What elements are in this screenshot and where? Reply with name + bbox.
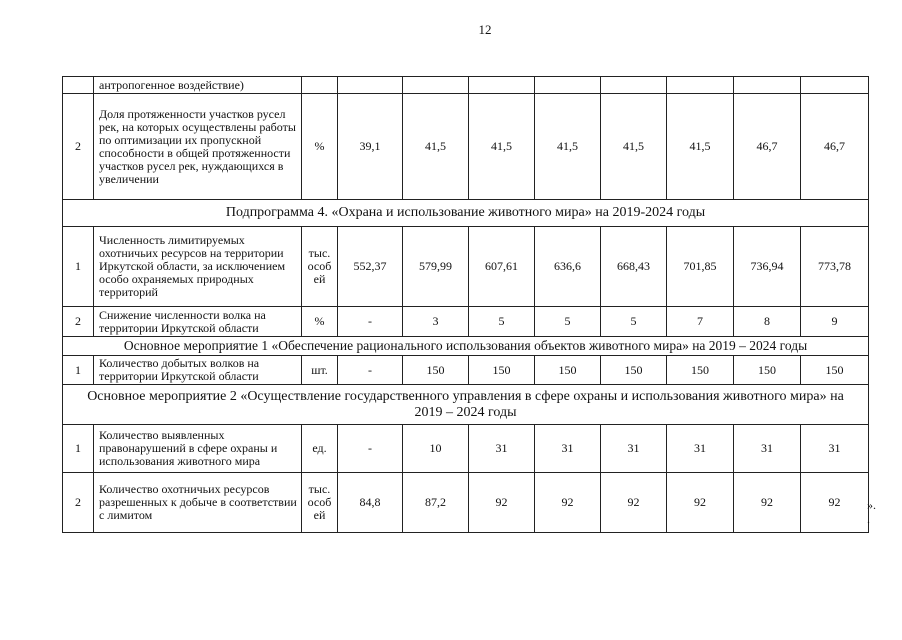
cell-value: 7 bbox=[667, 307, 734, 337]
cell-value: 92 bbox=[601, 473, 667, 533]
cell-name: Снижение численности волка на территории Иркутской области bbox=[94, 307, 302, 337]
cell-unit: % bbox=[302, 94, 338, 200]
cell-name: антропогенное воздействие) bbox=[94, 77, 302, 94]
cell-value: 41,5 bbox=[667, 94, 734, 200]
cell-num: 1 bbox=[63, 227, 94, 307]
section-heading-row bbox=[63, 385, 869, 425]
cell-value: 31 bbox=[601, 425, 667, 473]
cell-unit: тыс. особ ей bbox=[302, 227, 338, 307]
cell-value: 150 bbox=[535, 356, 601, 385]
cell-value: 31 bbox=[535, 425, 601, 473]
cell-value: 92 bbox=[535, 473, 601, 533]
cell-value: 668,43 bbox=[601, 227, 667, 307]
cell-unit: шт. bbox=[302, 356, 338, 385]
cell-value: 92 bbox=[667, 473, 734, 533]
cell-value: 46,7 bbox=[801, 94, 869, 200]
cell-value: 3 bbox=[403, 307, 469, 337]
table-row bbox=[63, 307, 869, 337]
cell-value: 5 bbox=[601, 307, 667, 337]
cell-unit: ед. bbox=[302, 425, 338, 473]
cell-value: 92 bbox=[469, 473, 535, 533]
cell-value: 579,99 bbox=[403, 227, 469, 307]
cell-num: 1 bbox=[63, 425, 94, 473]
cell-value: 5 bbox=[535, 307, 601, 337]
cell-value: 773,78 bbox=[801, 227, 869, 307]
cell-num: 1 bbox=[63, 356, 94, 385]
cell-value: 31 bbox=[469, 425, 535, 473]
cell-value: 150 bbox=[469, 356, 535, 385]
cell-value: 5 bbox=[469, 307, 535, 337]
cell-value: 150 bbox=[601, 356, 667, 385]
page-number: 12 bbox=[478, 22, 492, 37]
table-row bbox=[63, 425, 869, 473]
cell-unit: % bbox=[302, 307, 338, 337]
table-row bbox=[63, 473, 869, 533]
cell-unit: тыс. особ ей bbox=[302, 473, 338, 533]
cell-value: 41,5 bbox=[601, 94, 667, 200]
table-row bbox=[63, 227, 869, 307]
cell-value: 636,6 bbox=[535, 227, 601, 307]
indicators-table bbox=[62, 76, 869, 533]
closing-quote-mark: ». . bbox=[867, 498, 876, 526]
cell-value: 150 bbox=[403, 356, 469, 385]
cell-value: 41,5 bbox=[535, 94, 601, 200]
cell-name: Количество охотничьих ресурсов разрешенных к добыче в соответствии с лимитом bbox=[94, 473, 302, 533]
cell-value: 552,37 bbox=[338, 227, 403, 307]
cell-value: 39,1 bbox=[338, 94, 403, 200]
cell-value: 41,5 bbox=[469, 94, 535, 200]
section-heading-row bbox=[63, 200, 869, 227]
cell-value: 150 bbox=[734, 356, 801, 385]
table-row bbox=[63, 77, 869, 94]
cell-value: 8 bbox=[734, 307, 801, 337]
cell-value: - bbox=[338, 425, 403, 473]
cell-num bbox=[63, 77, 94, 94]
cell-name: Количество добытых волков на территории Иркутской области bbox=[94, 356, 302, 385]
cell-num: 2 bbox=[63, 307, 94, 337]
cell-name: Количество выявленных правонарушений в сфере охраны и использования животного мира bbox=[94, 425, 302, 473]
section-heading: Подпрограмма 4. «Охрана и использование животного мира» на 2019-2024 годы bbox=[63, 200, 869, 227]
cell-value: - bbox=[338, 307, 403, 337]
cell-name: Численность лимитируемых охотничьих ресурсов на территории Иркутской области, за исключением особо охраняемых природных территорий bbox=[94, 227, 302, 307]
cell-value: 150 bbox=[801, 356, 869, 385]
table-row bbox=[63, 356, 869, 385]
cell-value: 736,94 bbox=[734, 227, 801, 307]
cell-value: 701,85 bbox=[667, 227, 734, 307]
cell-num: 2 bbox=[63, 94, 94, 200]
cell-value: 84,8 bbox=[338, 473, 403, 533]
cell-value: 92 bbox=[801, 473, 869, 533]
cell-value: 92 bbox=[734, 473, 801, 533]
cell-num: 2 bbox=[63, 473, 94, 533]
section-heading: Основное мероприятие 2 «Осуществление государственного управления в сфере охраны и использования животного мира» на 2019 – 2024 годы bbox=[63, 385, 869, 425]
cell-value: 31 bbox=[801, 425, 869, 473]
table-row bbox=[63, 94, 869, 200]
cell-value: 31 bbox=[734, 425, 801, 473]
cell-value: 150 bbox=[667, 356, 734, 385]
cell-value: 10 bbox=[403, 425, 469, 473]
cell-value: 9 bbox=[801, 307, 869, 337]
cell-name: Доля протяженности участков русел рек, на которых осуществлены работы по оптимизации их пропускной способности в общей протяженности участков русел рек, нуждающихся в увеличении bbox=[94, 94, 302, 200]
cell-value: 41,5 bbox=[403, 94, 469, 200]
cell-value: 31 bbox=[667, 425, 734, 473]
section-heading: Основное мероприятие 1 «Обеспечение рационального использования объектов животного мира» на 2019 – 2024 годы bbox=[63, 337, 869, 356]
cell-value: - bbox=[338, 356, 403, 385]
section-heading-row bbox=[63, 337, 869, 356]
cell-value: 46,7 bbox=[734, 94, 801, 200]
cell-value: 87,2 bbox=[403, 473, 469, 533]
cell-value: 607,61 bbox=[469, 227, 535, 307]
